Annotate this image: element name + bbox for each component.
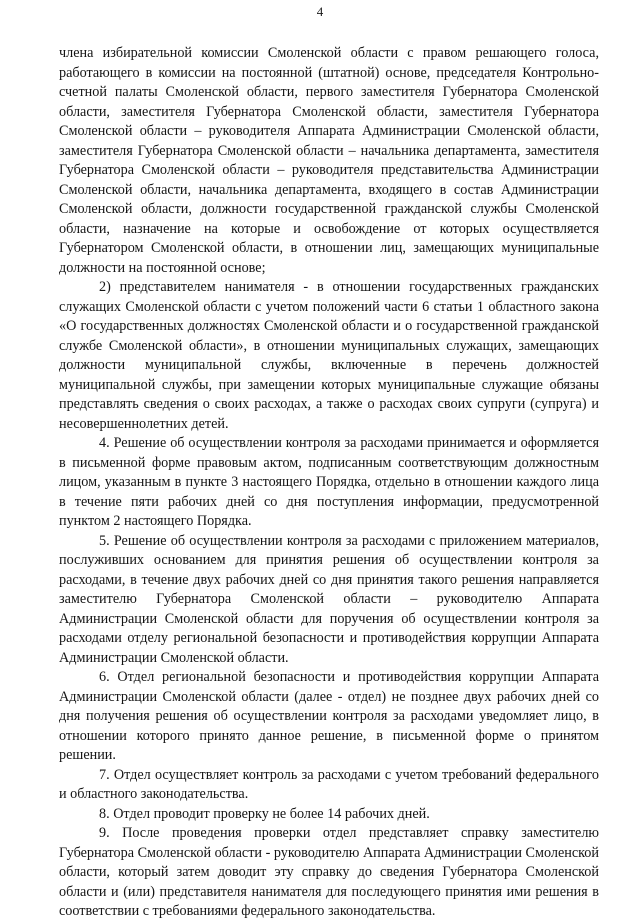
paragraph-item-6: 6. Отдел региональной безопасности и противодействия коррупции Аппарата Администрации Смоленской области (далее - отдел) не позднее двух рабочих дней со дня получения решения об осуществлении контроля за расходами уведомляет лицо, в отношении которого принято данное решение, в письменной форме о принятом решении. [59,669,599,763]
paragraph-continuation: члена избирательной комиссии Смоленской области с правом решающего голоса, работающего в комиссии на постоянной (штатной) основе, председателя Контрольно-счетной палаты Смоленской области, первого заместителя Губернатора Смоленской области, заместителя Губернатора Смоленской области, заместителя Губернатора Смоленской области – руководителя Аппарата Администрации Смоленской области, заместителя Губернатора Смоленской области – начальника департамента, заместителя Губернатора Смоленской области – руководителя представительства Администрации Смоленской области, начальника департамента, входящего в состав Администрации Смоленской области, должности государственной гражданской службы Смоленской области, назначение на которые и освобождение от которых осуществляется Губернатором Смоленской области, в отношении лиц, замещающих муниципальные должности на постоянной основе; [59,45,599,276]
paragraph-item-9: 9. После проведения проверки отдел представляет справку заместителю Губернатора Смоленской области - руководителю Аппарата Администрации Смоленской области, который затем доводит эту справку до сведения Губернатора Смоленской области и (или) представителя нанимателя для последующего принятия ими решения в соответствии с требованиями федерального законодательства. [59,825,599,919]
paragraph-item-2: 2) представителем нанимателя - в отношении государственных гражданских служащих Смоленской области с учетом положений части 6 статьи 1 областного закона «О государственных должностях Смоленской области и о государственной гражданской службе Смоленской области», в отношении муниципальных служащих, замещающих должности муниципальной службы, включенные в перечень должностей муниципальной службы, при замещении которых муниципальные служащие обязаны представлять сведения о своих расходах, а также о расходах своих супруги (супруга) и несовершеннолетних детей. [59,279,599,432]
paragraph-item-5: 5. Решение об осуществлении контроля за расходами с приложением материалов, послуживших основанием для принятия решения об осуществлении контроля за расходами, в течение двух рабочих дней со дня принятия такого решения направляется заместителю Губернатора Смоленской области – руководителю Аппарата Администрации Смоленской области для поручения об осуществлении контроля за расходами отделу региональной безопасности и противодействия коррупции Аппарата Администрации Смоленской области. [59,532,599,666]
paragraph-item-4: 4. Решение об осуществлении контроля за расходами принимается и оформляется в письменной форме правовым актом, подписанным соответствующим должностным лицом, указанным в пункте 3 настоящего Порядка, отдельно в отношении каждого лица в течение пяти рабочих дней со дня поступления информации, предусмотренной пунктом 2 настоящего Порядка. [59,435,599,529]
page-number: 4 [316,4,324,19]
document-body [59,44,599,922]
paragraph-item-7: 7. Отдел осуществляет контроль за расходами с учетом требований федерального и областного законодательства. [59,766,599,802]
paragraph-item-8: 8. Отдел проводит проверку не более 14 рабочих дней. [99,805,430,822]
